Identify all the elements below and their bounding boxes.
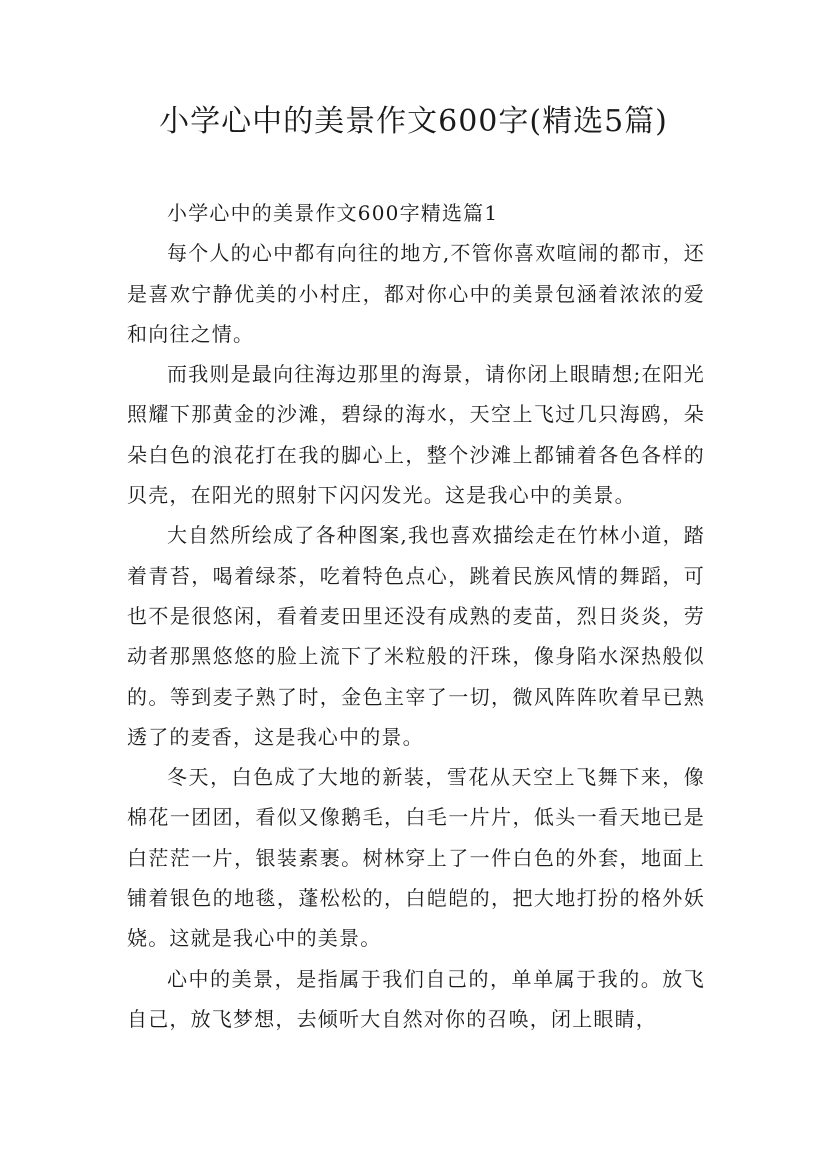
- section-heading: 小学心中的美景作文600字精选篇1: [167, 201, 499, 225]
- paragraph-4: 冬天，白色成了大地的新装，雪花从天空上飞舞下来，像棉花一团团，看似又像鹅毛，白毛一片片，低头一看天地已是白茫茫一片，银装素裹。树林穿上了一件白色的外套，地面上铺着银色的地毯，蓬松松的，白皑皑的，把大地打扮的格外妖娆。这就是我心中的美景。: [127, 765, 705, 951]
- paragraph-5: 心中的美景，是指属于我们自己的，单单属于我的。放飞自己，放飞梦想，去倾听大自然对你的召唤，闭上眼睛，: [127, 966, 705, 1031]
- document-title: 小学心中的美景作文600字(精选5篇): [159, 104, 668, 139]
- paragraph-2: 而我则是最向往海边那里的海景，请你闭上眼睛想;在阳光照耀下那黄金的沙滩，碧绿的海水，天空上飞过几只海鸥，朵朵白色的浪花打在我的脚心上，整个沙滩上都铺着各色各样的贝壳，在阳光的照射下闪闪发光。这是我心中的美景。: [127, 362, 705, 508]
- document-body: [127, 193, 705, 1039]
- paragraph-1: 每个人的心中都有向往的地方,不管你喜欢喧闹的都市，还是喜欢宁静优美的小村庄，都对你心中的美景包涵着浓浓的爱和向往之情。: [127, 241, 705, 346]
- paragraph-3: 大自然所绘成了各种图案,我也喜欢描绘走在竹林小道，踏着青苔，喝着绿茶，吃着特色点心，跳着民族风情的舞蹈，可也不是很悠闲，看着麦田里还没有成熟的麦苗，烈日炎炎，劳动者那黑悠悠的脸上流下了米粒般的汗珠，像身陷水深热般似的。等到麦子熟了时，金色主宰了一切，微风阵阵吹着早已熟透了的麦香，这是我心中的景。: [127, 523, 705, 749]
